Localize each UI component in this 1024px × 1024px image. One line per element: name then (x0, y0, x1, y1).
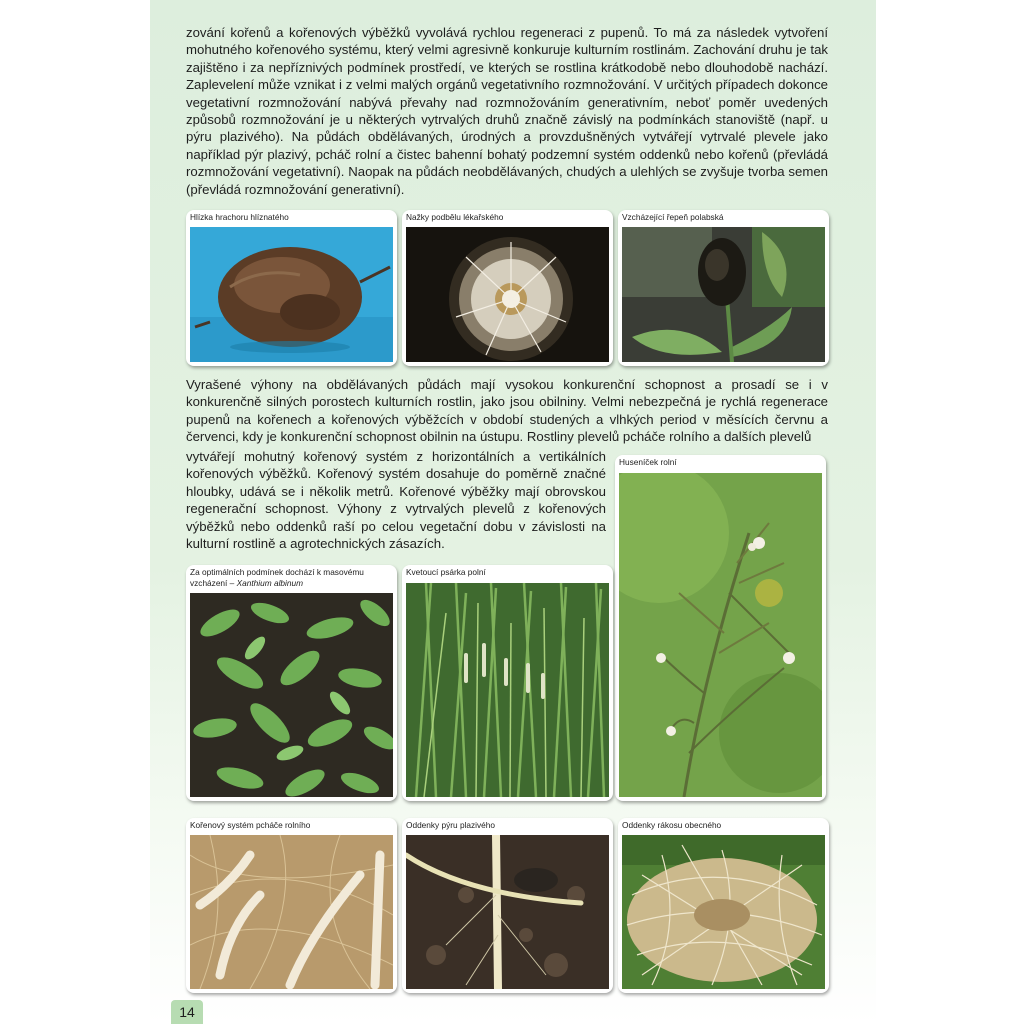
thistle-root-system-photo (190, 835, 393, 989)
photo-caption: Hlízka hrachoru hlíznatého (190, 212, 289, 222)
photo-card-xanthium (186, 565, 397, 801)
photo-caption: Kvetoucí psárka polní (406, 567, 486, 577)
photo-caption: Vzcházející řepeň polabská (622, 212, 724, 222)
body-paragraph-1: zování kořenů a kořenových výběžků vyvolává rychlou regeneraci z pupenů. To má za následek vytvoření mohutného kořenového systému, který velmi agresivně konkuruje kulturním rostlinám. Zachování druhu je tak zajištěno i za nepříznivých podmínek prostředí, ve kterých se rostlina krátkodobě nebo dlouhodobě nachází. Zaplevelení může vznikat i z velmi malých orgánů vegetativního rozmnožování. V určitých případech dokonce vegetativní rozmnožování nabývá převahy nad rozmnožováním generativním, neboť poměr uvedených způsobů rozmnožování je u některých vytrvalých druhů značně závislý na podmínkách stanoviště (např. u pýru plazivého). Na půdách obdělávaných, úrodných a provzdušněných vytvářejí vytrvalé plevele jako například pýr plazivý, pcháč rolní a čistec bahenní bohatý podzemní systém oddenků nebo kořenů (převládá rozmnožování vegetativní). Naopak na půdách neobdělávaných, chudých a ulehlých se zvyšuje tvorba semen (převládá rozmnožování generativní). (186, 25, 828, 197)
photo-caption: Za optimálních podmínek dochází k masovému vzcházení – Xanthium albinum (190, 567, 364, 588)
photo-caption: Oddenky rákosu obecného (622, 820, 722, 830)
thale-cress-photo (619, 473, 822, 797)
body-paragraph-2: Vyrašené výhony na obdělávaných půdách mají vysokou konkurenční schopnost a prosadí se i v konkurenčně silných porostech kulturních rostlin, jako jsou obilniny. Velmi nebezpečná je rychlá regenerace pupenů na kořenech a kořenových výběžcích v období studených a vlhkých period v měsících červnu a červenci, kdy je konkurenční schopnost obilnin na ústupu. Rostliny plevelů pcháče rolního a dalších plevelů (186, 377, 828, 445)
coltsfoot-seedhead-photo (406, 227, 609, 362)
cocklebur-seedling-photo (622, 227, 825, 362)
photo-card-nazky (402, 210, 613, 366)
photo-caption: Nažky podbělu lékařského (406, 212, 504, 222)
blackgrass-photo (406, 583, 609, 797)
photo-card-pyr (402, 818, 613, 993)
page-number: 14 (171, 1000, 203, 1024)
cocklebur-mass-emergence-photo (190, 593, 393, 797)
photo-card-hlizka (186, 210, 397, 366)
photo-caption: Kořenový systém pcháče rolního (190, 820, 311, 830)
photo-card-rakos (618, 818, 829, 993)
tuber-photo (190, 227, 393, 362)
photo-card-repen (618, 210, 829, 366)
couch-grass-rhizomes-photo (406, 835, 609, 989)
photo-card-husenicek (615, 455, 826, 801)
photo-card-psarka (402, 565, 613, 801)
body-paragraph-3: vytvářejí mohutný kořenový systém z horizontálních a vertikálních kořenových výběžků. Kořenový systém dosahuje do poměrně značné hloubky, udává se i několik metrů. Kořenové výběžky mají obrovskou regenerační schopnost. Výhony z vytrvalých plevelů z kořenových výběžků nebo oddenků raší po celou vegetační dobu v závislosti na kulturní rostlině a agrotechnických zásazích. (186, 449, 606, 552)
photo-card-pchac (186, 818, 397, 993)
photo-caption: Oddenky pýru plazivého (406, 820, 496, 830)
photo-caption: Huseníček rolní (619, 457, 677, 467)
reed-rhizomes-photo (622, 835, 825, 989)
